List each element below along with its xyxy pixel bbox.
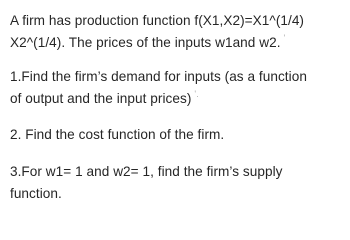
question-3-line-2: function. <box>10 186 62 201</box>
question-1 <box>10 66 307 110</box>
question-3-line-1: 3.For w1= 1 and w2= 1, find the firm’s supply <box>10 164 283 179</box>
question-1-line-1: 1.Find the firm’s demand for inputs (as a function <box>10 69 307 84</box>
problem-statement-line-2 <box>10 32 304 54</box>
stray-mark: '. <box>194 89 199 99</box>
question-1-line-2 <box>10 88 307 110</box>
question-3 <box>10 161 283 205</box>
question-2-line-1: 2. Find the cost function of the firm. <box>10 127 225 142</box>
question-1-line-2-text: of output and the input prices) <box>10 91 192 106</box>
problem-statement-line-1: A firm has production function f(X1,X2)=X1^(1/4) <box>10 13 305 28</box>
question-2 <box>10 124 224 146</box>
problem-statement <box>10 10 304 54</box>
problem-statement-line-2-text: X2^(1/4). The prices of the inputs w1and w2. <box>10 35 281 50</box>
stray-mark: ' <box>283 33 286 43</box>
